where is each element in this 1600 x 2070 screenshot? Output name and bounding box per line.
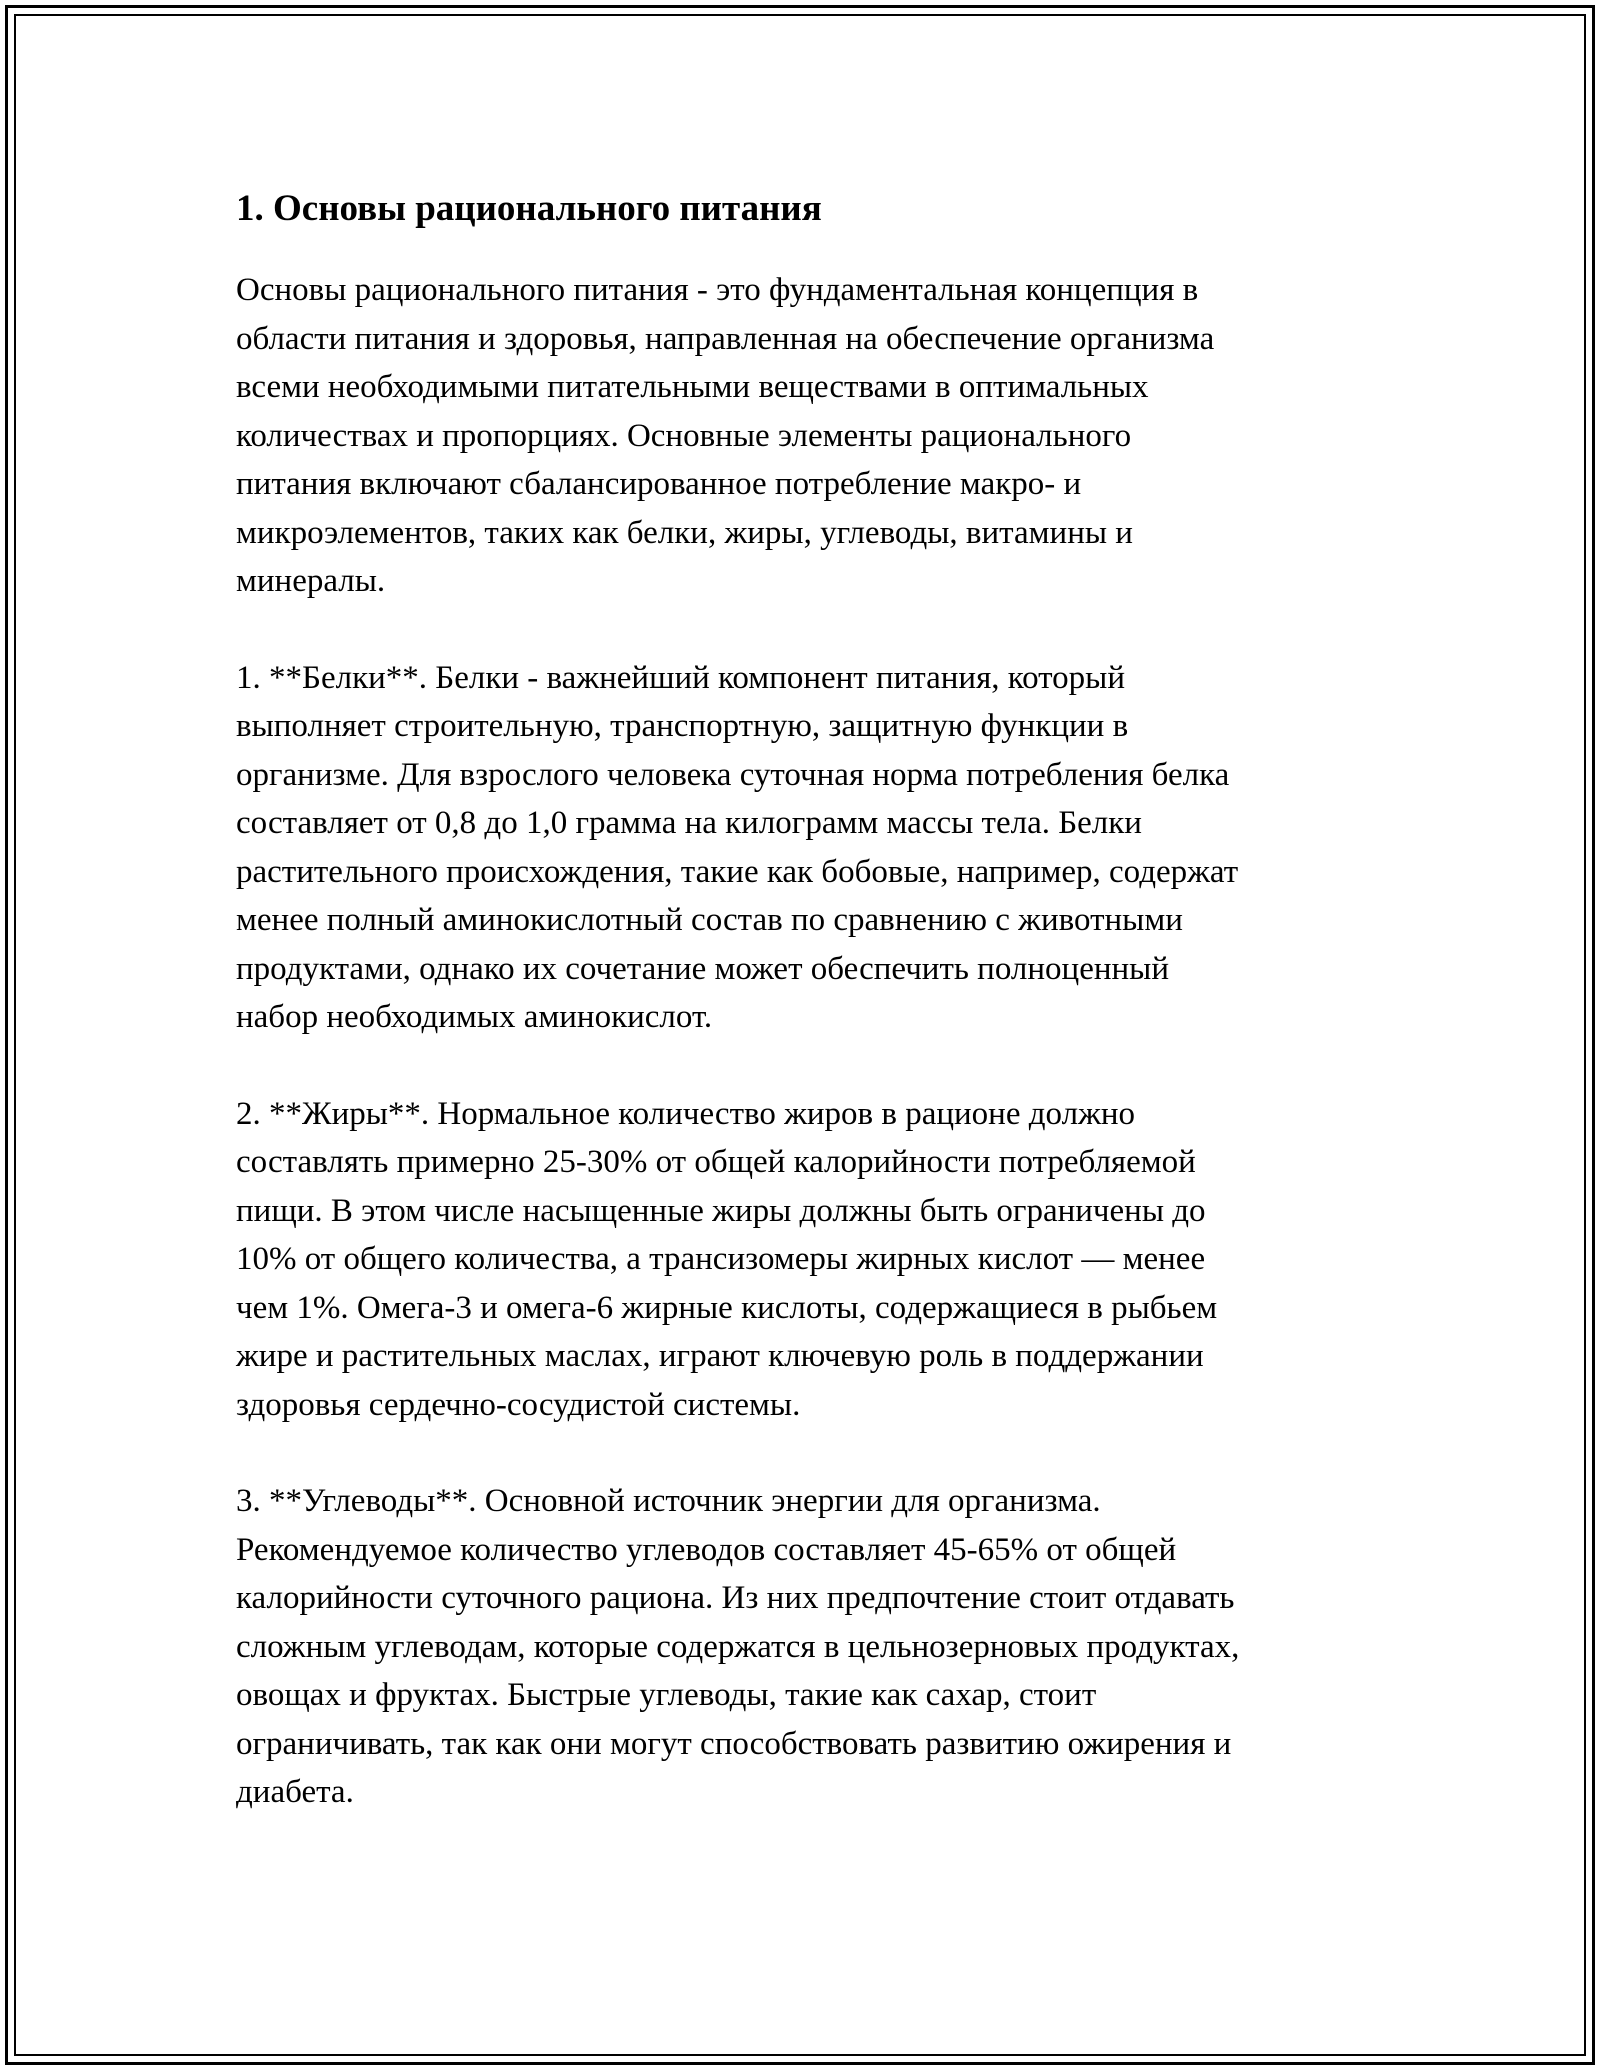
carbohydrates-paragraph bbox=[236, 1477, 1376, 1817]
paragraph-line: диабета. bbox=[236, 1774, 354, 1810]
paragraph-line: чем 1%. Омега-3 и омега-6 жирные кислоты, содержащиеся в рыбьем bbox=[236, 1289, 1218, 1326]
paragraph-line: организме. Для взрослого человека суточная норма потребления белка bbox=[236, 756, 1230, 793]
paragraph-line: всеми необходимыми питательными веществами в оптимальных bbox=[236, 369, 1149, 405]
paragraph-line: 10% от общего количества, а трансизомеры жирных кислот — менее bbox=[236, 1241, 1206, 1277]
paragraph-line: набор необходимых аминокислот. bbox=[236, 999, 713, 1035]
paragraph-line: продуктами, однако их сочетание может обеспечить полноценный bbox=[236, 950, 1169, 987]
paragraph-line: 1. **Белки**. Белки - важнейший компонент питания, который bbox=[236, 659, 1125, 696]
paragraph-line: растительного происхождения, такие как бобовые, например, содержат bbox=[236, 853, 1239, 890]
paragraph-line: 2. **Жиры**. Нормальное количество жиров в рационе должно bbox=[236, 1095, 1136, 1132]
document-content bbox=[236, 186, 1376, 1865]
paragraph-line: пищи. В этом числе насыщенные жиры должны быть ограничены до bbox=[236, 1192, 1206, 1229]
paragraph-line: выполняет строительную, транспортную, защитную функции в bbox=[236, 708, 1129, 744]
proteins-paragraph bbox=[236, 654, 1376, 1042]
paragraph-line: калорийности суточного рациона. Из них предпочтение стоит отдавать bbox=[236, 1580, 1235, 1616]
section-heading: 1. Основы рационального питания bbox=[236, 188, 822, 229]
paragraph-line: Основы рационального питания - это фундаментальная концепция в bbox=[236, 272, 1199, 308]
paragraph-line: сложным углеводам, которые содержатся в цельнозерновых продуктах, bbox=[236, 1628, 1240, 1665]
paragraph-line: составлять примерно 25-30% от общей калорийности потребляемой bbox=[236, 1144, 1196, 1180]
paragraph-line: менее полный аминокислотный состав по сравнению с животными bbox=[236, 902, 1183, 938]
paragraph-line: питания включают сбалансированное потребление макро- и bbox=[236, 466, 1082, 502]
paragraph-line: количествах и пропорциях. Основные элементы рационального bbox=[236, 417, 1132, 454]
paragraph-line: минералы. bbox=[236, 563, 386, 599]
paragraph-line: составляет от 0,8 до 1,0 грамма на килограмм массы тела. Белки bbox=[236, 805, 1142, 841]
paragraph-line: микроэлементов, таких как белки, жиры, углеводы, витамины и bbox=[236, 514, 1133, 551]
paragraph-line: 3. **Углеводы**. Основной источник энергии для организма. bbox=[236, 1483, 1101, 1519]
paragraph-line: ограничивать, так как они могут способствовать развитию ожирения и bbox=[236, 1725, 1232, 1762]
fats-paragraph bbox=[236, 1090, 1376, 1430]
paragraph-line: овощах и фруктах. Быстрые углеводы, такие как сахар, стоит bbox=[236, 1677, 1097, 1713]
paragraph-line: здоровья сердечно-сосудистой системы. bbox=[236, 1386, 801, 1423]
intro-paragraph bbox=[236, 266, 1376, 606]
paragraph-line: Рекомендуемое количество углеводов составляет 45-65% от общей bbox=[236, 1531, 1177, 1568]
paragraph-line: жире и растительных маслах, играют ключевую роль в поддержании bbox=[236, 1338, 1204, 1374]
paragraph-line: области питания и здоровья, направленная на обеспечение организма bbox=[236, 320, 1215, 357]
